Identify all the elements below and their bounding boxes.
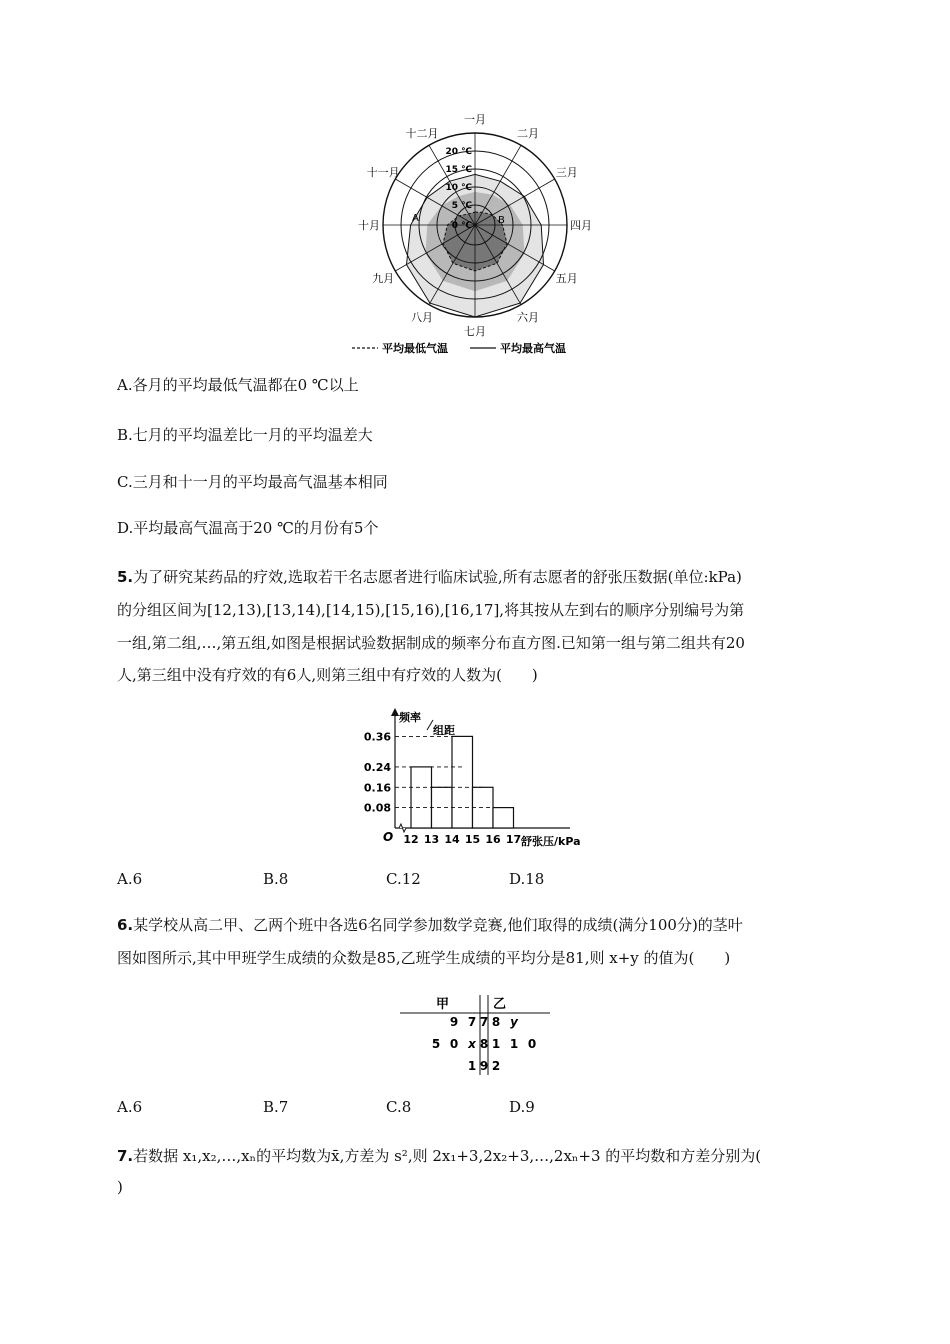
x-tick-label: 14 (444, 833, 460, 846)
q6-option-a: A.6 (117, 1098, 143, 1116)
stem-right-leaf: 2 (491, 1059, 501, 1073)
x-axis-label: 舒张压/kPa (521, 835, 581, 848)
q5-text-line3: 一组,第二组,…,第五组,如图是根据试验数据制成的频率分布直方图.已知第一组与第二组共有20 (117, 634, 745, 652)
stem-right-leaf: y (510, 1015, 518, 1029)
q6-option-c: C.8 (386, 1098, 412, 1116)
month-label: 二月 (517, 127, 539, 141)
q5-number: 5. (117, 568, 134, 586)
month-label: 八月 (411, 310, 433, 324)
stem-left-leaf: 5 (431, 1037, 441, 1051)
x-tick-label: 12 (403, 833, 419, 846)
y-tick-label: 0.24 (363, 760, 391, 774)
temperature-radar-chart (340, 108, 610, 363)
stem-value: 9 (479, 1059, 489, 1073)
month-label: 四月 (570, 219, 592, 232)
y-tick-label: 0.08 (363, 801, 391, 815)
q5-text-line4: 人,第三组中没有疗效的有6人,则第三组中有疗效的人数为( ) (117, 666, 538, 684)
q6-line1: 某学校从高二甲、乙两个班中各选6名同学参加数学竞赛,他们取得的成绩(满分100分)的茎叶 (133, 916, 743, 934)
temp-ring-label: 20 ℃ (445, 147, 472, 157)
stem-right-leaf: 8 (491, 1015, 501, 1029)
histogram-bar (411, 767, 432, 828)
q6-option-b: B.7 (263, 1098, 289, 1116)
stem-left-leaf: 1 (467, 1059, 477, 1073)
origin-label: O (383, 830, 394, 844)
q5-text-line1 (117, 566, 742, 587)
month-label: 六月 (517, 310, 539, 324)
q5-option-c: C.12 (386, 870, 421, 888)
month-label: 十月 (358, 219, 380, 232)
stem-left-leaf: 7 (467, 1015, 477, 1029)
x-tick-label: 17 (505, 833, 522, 846)
q5-option-a: A.6 (117, 870, 143, 888)
q6-text-line2: 图如图所示,其中甲班学生成绩的众数是85,乙班学生成绩的平均分是81,则 x+y 的值为( ) (117, 949, 731, 967)
q6-text-line1 (117, 914, 743, 935)
histogram-bar (452, 736, 473, 828)
stem-leaf-plot (400, 995, 550, 1075)
stem-left-leaf: 0 (449, 1037, 459, 1051)
y-axis-label-top: 频率 (399, 711, 421, 724)
stem-value: 7 (479, 1015, 489, 1029)
x-tick-label: 15 (464, 833, 481, 846)
y-axis-label-bottom: 组距 (433, 724, 455, 737)
y-tick-label: 0.36 (363, 730, 391, 744)
month-label: 九月 (372, 272, 395, 285)
stem-left-leaf: x (468, 1037, 476, 1051)
q6-option-d: D.9 (509, 1098, 535, 1116)
frequency-histogram (355, 700, 605, 852)
month-label: 七月 (464, 325, 486, 338)
x-tick-label: 16 (485, 833, 501, 846)
month-label: 三月 (555, 166, 578, 179)
q7-text-line2: ) (117, 1178, 123, 1196)
axis-break (399, 824, 406, 832)
histogram-bar (493, 808, 514, 828)
x-tick-label: 13 (423, 833, 440, 846)
q4-option-c: C.三月和十一月的平均最高气温基本相同 (117, 473, 388, 491)
q5-text-line2: 的分组区间为[12,13),[13,14),[14,15),[15,16),[16,17],将其按从左到右的顺序分别编号为第 (117, 601, 745, 619)
q7-text-line1 (117, 1145, 761, 1166)
stem-right-leaf: 1 (509, 1037, 519, 1051)
legend-high-label: 平均最高气温 (500, 342, 566, 355)
q5-line1: 为了研究某药品的疗效,选取若干名志愿者进行临床试验,所有志愿者的舒张压数据(单位:kPa) (133, 568, 742, 586)
point-label-a: A (412, 213, 419, 224)
stem-header-yi: 乙 (493, 997, 507, 1012)
temp-ring-label: 5 ℃ (451, 201, 472, 211)
y-tick-label: 0.16 (363, 781, 391, 795)
month-label: 十一月 (366, 166, 400, 179)
month-label: 十二月 (405, 127, 439, 141)
month-label: 一月 (464, 113, 486, 126)
stem-value: 8 (479, 1037, 489, 1051)
stem-left-leaf: 9 (449, 1015, 459, 1029)
y-axis-arrow (391, 708, 399, 716)
month-label: 五月 (555, 272, 578, 285)
q7-number: 7. (117, 1147, 134, 1165)
legend-low-label: 平均最低气温 (382, 342, 448, 355)
point-label-b: B (498, 215, 505, 226)
histogram-bar (432, 787, 453, 828)
q4-option-a: A.各月的平均最低气温都在0 ℃以上 (117, 376, 359, 394)
temp-ring-label: 10 ℃ (445, 183, 472, 193)
q6-number: 6. (117, 916, 134, 934)
stem-right-leaf: 1 (491, 1037, 501, 1051)
stem-right-leaf: 0 (527, 1037, 537, 1051)
q4-option-b: B.七月的平均温差比一月的平均温差大 (117, 426, 373, 444)
temp-ring-label: 0 ℃ (451, 221, 472, 231)
q7-line1: 若数据 x₁,x₂,…,xₙ的平均数为x̄,方差为 s²,则 2x₁+3,2x₂+3,…,2xₙ+3 的平均数和方差分别为( (133, 1147, 762, 1165)
q5-option-d: D.18 (509, 870, 545, 888)
temp-ring-label: 15 ℃ (445, 165, 472, 175)
q4-option-d: D.平均最高气温高于20 ℃的月份有5个 (117, 519, 379, 537)
q5-option-b: B.8 (263, 870, 289, 888)
stem-header-jia: 甲 (436, 997, 450, 1012)
